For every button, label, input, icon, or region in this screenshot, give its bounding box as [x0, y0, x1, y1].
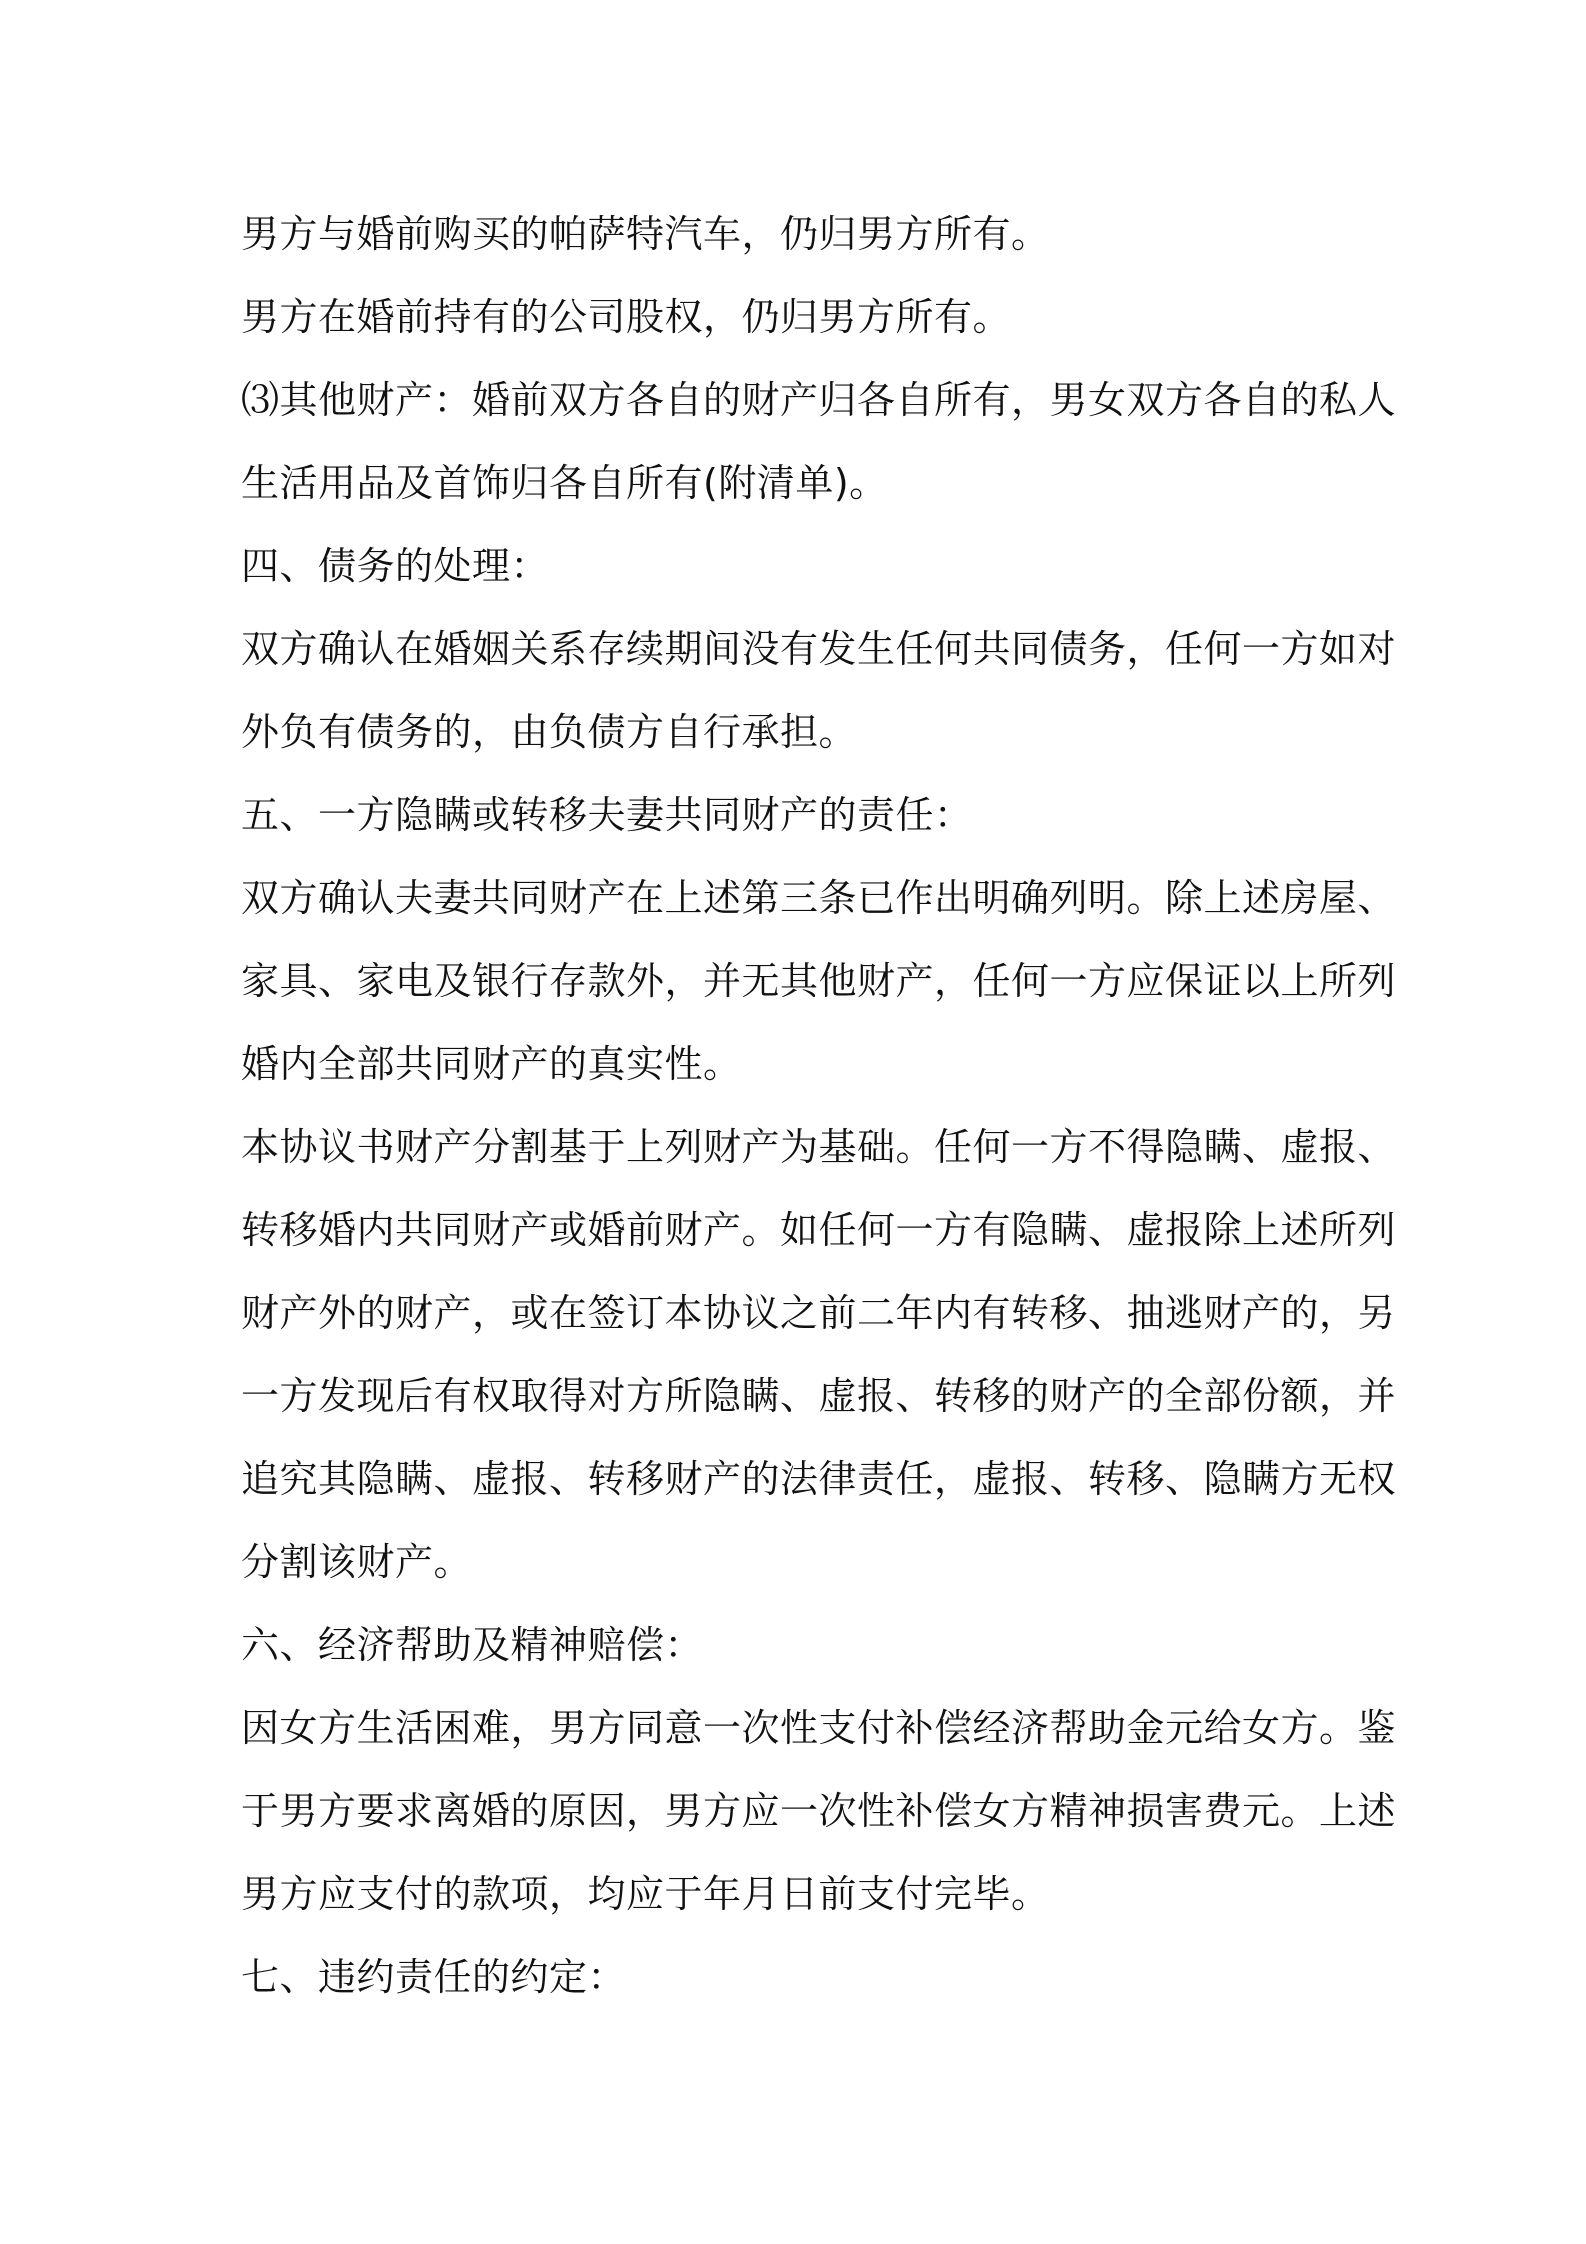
section-heading-debt: 四、债务的处理： — [241, 544, 550, 588]
paragraph-line: 婚内全部共同财产的真实性。 — [241, 1042, 742, 1086]
paragraph-line: 男方应支付的款项，均应于年月日前支付完毕。 — [241, 1872, 1050, 1916]
paragraph-line: 于男方要求离婚的原因，男方应一次性补偿女方精神损害费元。上述 — [241, 1789, 1397, 1833]
paragraph-line: 男方与婚前购买的帕萨特汽车，仍归男方所有。 — [241, 212, 1050, 256]
paragraph-line: 财产外的财产，或在签订本协议之前二年内有转移、抽逃财产的，另 — [241, 1291, 1397, 1335]
paragraph-line: 双方确认夫妻共同财产在上述第三条已作出明确列明。除上述房屋、 — [241, 876, 1397, 920]
paragraph-line: 分割该财产。 — [241, 1540, 473, 1584]
paragraph-line: 追究其隐瞒、虚报、转移财产的法律责任，虚报、转移、隐瞒方无权 — [241, 1457, 1397, 1501]
paragraph-line: 生活用品及首饰归各自所有(附清单)。 — [241, 461, 888, 505]
section-heading-breach: 七、违约责任的约定： — [241, 1955, 627, 1999]
document-body — [241, 193, 1397, 2019]
paragraph-line: 家具、家电及银行存款外，并无其他财产，任何一方应保证以上所列 — [241, 959, 1397, 1003]
paragraph-line: 一方发现后有权取得对方所隐瞒、虚报、转移的财产的全部份额，并 — [241, 1374, 1397, 1418]
section-heading-concealment: 五、一方隐瞒或转移夫妻共同财产的责任： — [241, 793, 973, 837]
paragraph-line: 因女方生活困难，男方同意一次性支付补偿经济帮助金元给女方。鉴 — [241, 1706, 1397, 1750]
paragraph-line: ⑶其他财产：婚前双方各自的财产归各自所有，男女双方各自的私人 — [241, 378, 1397, 422]
paragraph-line: 双方确认在婚姻关系存续期间没有发生任何共同债务，任何一方如对 — [241, 627, 1397, 671]
paragraph-line: 男方在婚前持有的公司股权，仍归男方所有。 — [241, 295, 1012, 339]
paragraph-line: 外负有债务的，由负债方自行承担。 — [241, 710, 858, 754]
paragraph-line: 本协议书财产分割基于上列财产为基础。任何一方不得隐瞒、虚报、 — [241, 1125, 1397, 1169]
paragraph-line: 转移婚内共同财产或婚前财产。如任何一方有隐瞒、虚报除上述所列 — [241, 1208, 1397, 1252]
section-heading-compensation: 六、经济帮助及精神赔偿： — [241, 1623, 704, 1667]
